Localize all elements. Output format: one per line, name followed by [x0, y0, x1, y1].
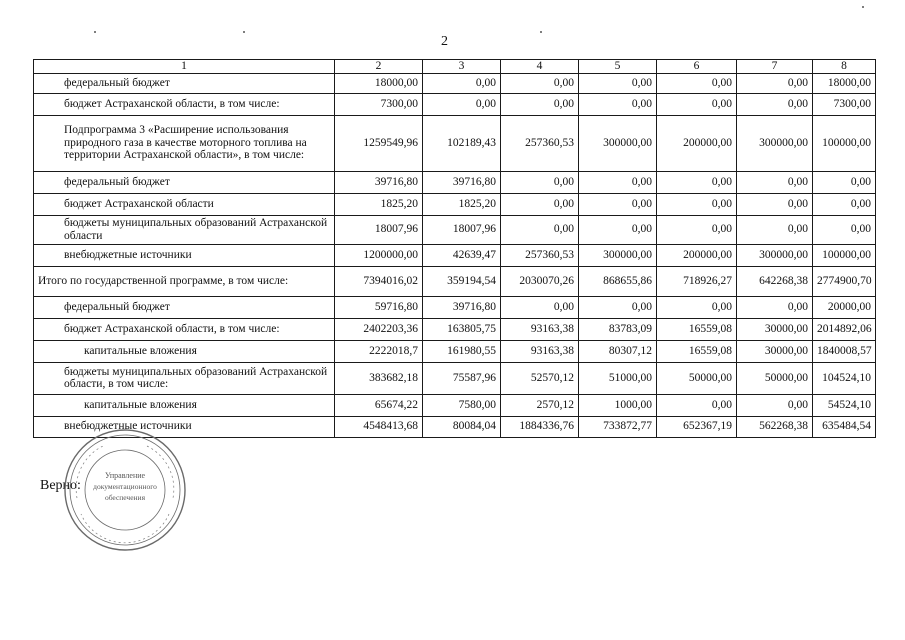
cell-value: 1200000,00 [335, 244, 423, 266]
cell-value: 30000,00 [737, 318, 813, 340]
cell-value: 652367,19 [657, 416, 737, 437]
row-label: федеральный бюджет [34, 171, 335, 193]
cell-value: 0,00 [737, 171, 813, 193]
cell-value: 359194,54 [423, 266, 501, 296]
cell-value: 1825,20 [335, 193, 423, 215]
row-label: внебюджетные источники [34, 416, 335, 437]
cell-value: 0,00 [501, 215, 579, 244]
cell-value: 0,00 [579, 171, 657, 193]
cell-value: 0,00 [657, 215, 737, 244]
cell-value: 50000,00 [657, 362, 737, 394]
table-row [34, 93, 876, 115]
cell-value: 0,00 [501, 93, 579, 115]
cell-value: 1884336,76 [501, 416, 579, 437]
cell-value: 65674,22 [335, 394, 423, 416]
seal-text-line: документационного [93, 482, 157, 491]
cell-value: 0,00 [737, 296, 813, 318]
cell-value: 163805,75 [423, 318, 501, 340]
cell-value: 635484,54 [813, 416, 876, 437]
cell-value: 102189,43 [423, 115, 501, 171]
cell-value: 100000,00 [813, 115, 876, 171]
cell-value: 0,00 [423, 93, 501, 115]
table-row [34, 193, 876, 215]
table-row [34, 215, 876, 244]
seal-text-line: Управление [104, 471, 146, 480]
budget-table [33, 59, 876, 438]
cell-value: 16559,08 [657, 318, 737, 340]
row-label: федеральный бюджет [34, 296, 335, 318]
cell-value: 0,00 [423, 73, 501, 93]
cell-value: 7580,00 [423, 394, 501, 416]
cell-value: 18007,96 [335, 215, 423, 244]
cell-value: 2570,12 [501, 394, 579, 416]
cell-value: 7394016,02 [335, 266, 423, 296]
cell-value: 30000,00 [737, 340, 813, 362]
verno-label: Верно: [40, 478, 81, 493]
cell-value: 383682,18 [335, 362, 423, 394]
cell-value: 104524,10 [813, 362, 876, 394]
page-number: 2 [441, 34, 448, 49]
cell-value: 100000,00 [813, 244, 876, 266]
cell-value: 2014892,06 [813, 318, 876, 340]
table-row [34, 318, 876, 340]
cell-value: 52570,12 [501, 362, 579, 394]
table-row [34, 171, 876, 193]
table-row [34, 362, 876, 394]
cell-value: 1840008,57 [813, 340, 876, 362]
cell-value: 0,00 [501, 171, 579, 193]
cell-value: 20000,00 [813, 296, 876, 318]
cell-value: 4548413,68 [335, 416, 423, 437]
table-row [34, 73, 876, 93]
scan-speck [94, 31, 96, 33]
cell-value: 0,00 [579, 296, 657, 318]
cell-value: 0,00 [657, 296, 737, 318]
cell-value: 0,00 [813, 171, 876, 193]
cell-value: 733872,77 [579, 416, 657, 437]
row-label: бюджет Астраханской области, в том числе: [34, 318, 335, 340]
column-header: 3 [423, 60, 501, 74]
cell-value: 0,00 [657, 193, 737, 215]
row-label: бюджеты муниципальных образований Астраханской области, в том числе: [34, 362, 335, 394]
cell-value: 0,00 [657, 394, 737, 416]
cell-value: 0,00 [579, 215, 657, 244]
row-label: Подпрограмма 3 «Расширение использования природного газа в качестве моторного топлива на территории Астраханской области», в том числе: [34, 115, 335, 171]
round-seal-stamp [63, 428, 187, 552]
table-row [34, 340, 876, 362]
cell-value: 7300,00 [335, 93, 423, 115]
scan-speck [540, 31, 542, 33]
cell-value: 0,00 [657, 73, 737, 93]
cell-value: 18000,00 [335, 73, 423, 93]
cell-value: 39716,80 [335, 171, 423, 193]
table-row [34, 394, 876, 416]
row-label: бюджеты муниципальных образований Астраханской области [34, 215, 335, 244]
cell-value: 0,00 [813, 215, 876, 244]
cell-value: 2030070,26 [501, 266, 579, 296]
column-header: 8 [813, 60, 876, 74]
cell-value: 0,00 [501, 193, 579, 215]
cell-value: 257360,53 [501, 244, 579, 266]
cell-value: 59716,80 [335, 296, 423, 318]
cell-value: 2222018,7 [335, 340, 423, 362]
cell-value: 257360,53 [501, 115, 579, 171]
cell-value: 0,00 [737, 93, 813, 115]
cell-value: 0,00 [657, 171, 737, 193]
row-label: бюджет Астраханской области, в том числе: [34, 93, 335, 115]
cell-value: 18007,96 [423, 215, 501, 244]
cell-value: 868655,86 [579, 266, 657, 296]
cell-value: 93163,38 [501, 318, 579, 340]
cell-value: 2402203,36 [335, 318, 423, 340]
cell-value: 718926,27 [657, 266, 737, 296]
cell-value: 80307,12 [579, 340, 657, 362]
row-label: бюджет Астраханской области [34, 193, 335, 215]
cell-value: 0,00 [737, 73, 813, 93]
cell-value: 0,00 [579, 193, 657, 215]
row-label: капитальные вложения [34, 394, 335, 416]
column-header: 7 [737, 60, 813, 74]
scan-speck [862, 6, 864, 8]
cell-value: 80084,04 [423, 416, 501, 437]
cell-value: 39716,80 [423, 296, 501, 318]
table-row [34, 266, 876, 296]
table-row [34, 296, 876, 318]
cell-value: 0,00 [579, 93, 657, 115]
cell-value: 93163,38 [501, 340, 579, 362]
table-header-row [34, 60, 876, 74]
cell-value: 200000,00 [657, 244, 737, 266]
cell-value: 1259549,96 [335, 115, 423, 171]
cell-value: 300000,00 [579, 244, 657, 266]
cell-value: 642268,38 [737, 266, 813, 296]
row-label: внебюджетные источники [34, 244, 335, 266]
cell-value: 1825,20 [423, 193, 501, 215]
cell-value: 1000,00 [579, 394, 657, 416]
cell-value: 2774900,70 [813, 266, 876, 296]
cell-value: 0,00 [657, 93, 737, 115]
cell-value: 42639,47 [423, 244, 501, 266]
cell-value: 54524,10 [813, 394, 876, 416]
cell-value: 300000,00 [579, 115, 657, 171]
row-label: Итого по государственной программе, в том числе: [34, 266, 335, 296]
cell-value: 0,00 [737, 394, 813, 416]
seal-text-line: обеспечения [104, 493, 146, 502]
column-header: 6 [657, 60, 737, 74]
cell-value: 39716,80 [423, 171, 501, 193]
row-label: федеральный бюджет [34, 73, 335, 93]
cell-value: 0,00 [737, 193, 813, 215]
table-row [34, 115, 876, 171]
cell-value: 50000,00 [737, 362, 813, 394]
column-header: 1 [34, 60, 335, 74]
column-header: 5 [579, 60, 657, 74]
cell-value: 0,00 [501, 73, 579, 93]
cell-value: 300000,00 [737, 115, 813, 171]
cell-value: 18000,00 [813, 73, 876, 93]
cell-value: 51000,00 [579, 362, 657, 394]
cell-value: 83783,09 [579, 318, 657, 340]
column-header: 4 [501, 60, 579, 74]
cell-value: 562268,38 [737, 416, 813, 437]
cell-value: 300000,00 [737, 244, 813, 266]
column-header: 2 [335, 60, 423, 74]
cell-value: 200000,00 [657, 115, 737, 171]
cell-value: 0,00 [501, 296, 579, 318]
cell-value: 0,00 [579, 73, 657, 93]
cell-value: 0,00 [813, 193, 876, 215]
table-row [34, 244, 876, 266]
row-label: капитальные вложения [34, 340, 335, 362]
cell-value: 16559,08 [657, 340, 737, 362]
cell-value: 75587,96 [423, 362, 501, 394]
cell-value: 7300,00 [813, 93, 876, 115]
cell-value: 161980,55 [423, 340, 501, 362]
scan-speck [243, 31, 245, 33]
cell-value: 0,00 [737, 215, 813, 244]
